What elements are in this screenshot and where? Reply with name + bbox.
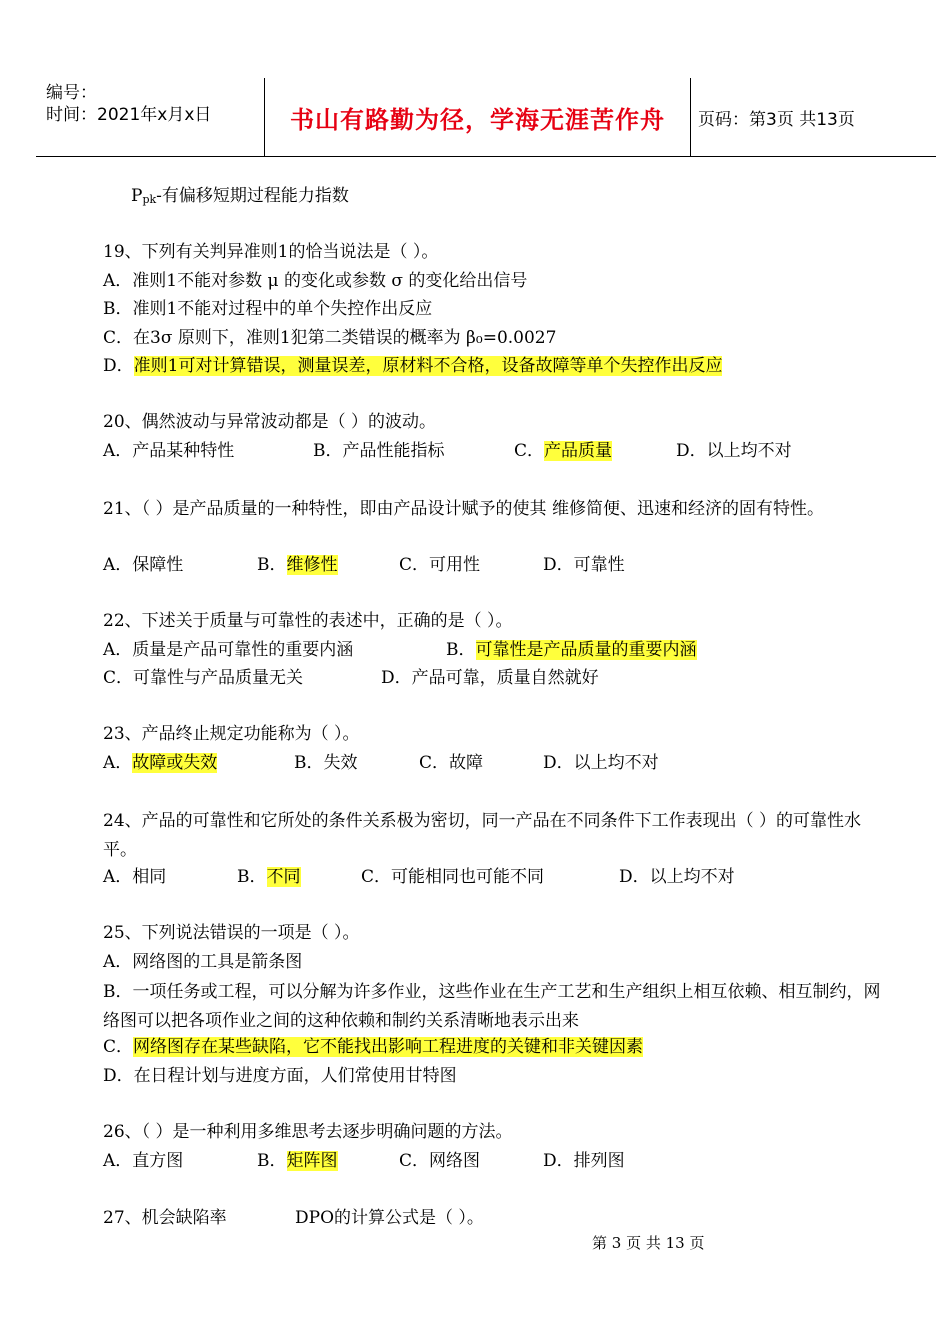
page-footer: 第 3 页 共 13 页 (592, 1234, 705, 1252)
q25-option-c: C．网络图存在某些缺陷，它不能找出影响工程进度的关键和非关键因素 (103, 1037, 644, 1057)
header-page-label: 页码：第3页 共13页 (698, 109, 855, 130)
q20-option-b: B．产品性能指标 (313, 441, 445, 461)
q20-option-a: A．产品某种特性 (103, 441, 235, 461)
q23-option-c: C．故障 (419, 753, 484, 773)
q25-answer-highlight: 网络图存在某些缺陷，它不能找出影响工程进度的关键和非关键因素 (133, 1037, 644, 1057)
q20-answer-highlight: 产品质量 (544, 441, 613, 461)
number-label: 编号： (46, 83, 97, 103)
q25-option-a: A．网络图的工具是箭条图 (103, 952, 303, 972)
q20-stem: 20、偶然波动与异常波动都是（ ）的波动。 (103, 412, 437, 432)
q24-option-a: A．相同 (103, 867, 167, 887)
q21-answer-highlight: 维修性 (286, 555, 338, 575)
q20-option-c: C．产品质量 (514, 441, 613, 461)
q24-option-c: C．可能相同也可能不同 (361, 867, 545, 887)
q24-answer-highlight: 不同 (266, 867, 301, 887)
q19-answer-highlight: 准则1可对计算错误，测量误差，原材料不合格，设备故障等单个失控作出反应 (133, 356, 723, 376)
q24-option-d: D．以上均不对 (619, 867, 735, 887)
time-label: 时间：2021年x月x日 (46, 105, 212, 125)
q21-option-a: A．保障性 (103, 555, 184, 575)
q26-option-b: B．矩阵图 (257, 1151, 338, 1171)
q25-stem: 25、下列说法错误的一项是（ ）。 (103, 923, 360, 943)
q23-option-a: A．故障或失效 (103, 753, 218, 773)
q24-stem: 24、产品的可靠性和它所处的条件关系极为密切，同一产品在不同条件下工作表现出（ ）的可靠性水平。 (103, 811, 862, 860)
q25-option-b: B．一项任务或工程，可以分解为许多作业，这些作业在生产工艺和生产组织上相互依赖、相互制约，网络图可以把各项作业之间的这种依赖和制约关系清晰地表示出来 (103, 982, 881, 1031)
q22-option-c: C．可靠性与产品质量无关 (103, 668, 304, 688)
q21-option-d: D．可靠性 (543, 555, 625, 575)
page-header (36, 78, 936, 157)
q19-stem: 19、下列有关判异准则1的恰当说法是（ ）。 (103, 242, 439, 262)
q22-option-d: D．产品可靠，质量自然就好 (381, 668, 599, 688)
q19-option-a: A．准则1不能对参数 μ 的变化或参数 σ 的变化给出信号 (103, 271, 528, 291)
q26-option-a: A．直方图 (103, 1151, 184, 1171)
q23-option-b: B．失效 (294, 753, 358, 773)
q19-option-b: B．准则1不能对过程中的单个失控作出反应 (103, 299, 433, 319)
q22-stem: 22、下述关于质量与可靠性的表述中，正确的是（ ）。 (103, 611, 513, 631)
q21-option-c: C．可用性 (399, 555, 481, 575)
q25-option-d: D．在日程计划与进度方面，人们常使用甘特图 (103, 1066, 457, 1086)
q21-stem: 21、（ ）是产品质量的一种特性，即由产品设计赋予的使其 维修简便、迅速和经济的固有特性。 (103, 499, 824, 519)
q20-option-d: D．以上均不对 (676, 441, 792, 461)
q19-option-d: D．准则1可对计算错误，测量误差，原材料不合格，设备故障等单个失控作出反应 (103, 356, 723, 376)
q23-answer-highlight: 故障或失效 (132, 753, 218, 773)
q22-option-b: B．可靠性是产品质量的重要内涵 (446, 640, 697, 660)
q26-answer-highlight: 矩阵图 (286, 1151, 338, 1171)
q23-stem: 23、产品终止规定功能称为（ ）。 (103, 724, 360, 744)
q24-option-b: B．不同 (237, 867, 301, 887)
q27-stem-part1: 27、机会缺陷率 (103, 1208, 227, 1228)
q19-option-c: C．在3σ 原则下，准则1犯第二类错误的概率为 β₀=0.0027 (103, 328, 557, 348)
q26-option-c: C．网络图 (399, 1151, 481, 1171)
q21-option-b: B．维修性 (257, 555, 338, 575)
q26-stem: 26、（ ）是一种利用多维思考去逐步明确问题的方法。 (103, 1122, 513, 1142)
header-motto: 书山有路勤为径，学海无涯苦作舟 (265, 78, 691, 156)
q26-option-d: D．排列图 (543, 1151, 625, 1171)
ppk-definition: Ppk-有偏移短期过程能力指数 (131, 186, 349, 206)
q23-option-d: D．以上均不对 (543, 753, 659, 773)
q22-option-a: A．质量是产品可靠性的重要内涵 (103, 640, 354, 660)
q22-answer-highlight: 可靠性是产品质量的重要内涵 (475, 640, 697, 660)
header-info-cell (36, 78, 265, 156)
q27-stem-part2: DPO的计算公式是（ ）。 (295, 1208, 484, 1228)
